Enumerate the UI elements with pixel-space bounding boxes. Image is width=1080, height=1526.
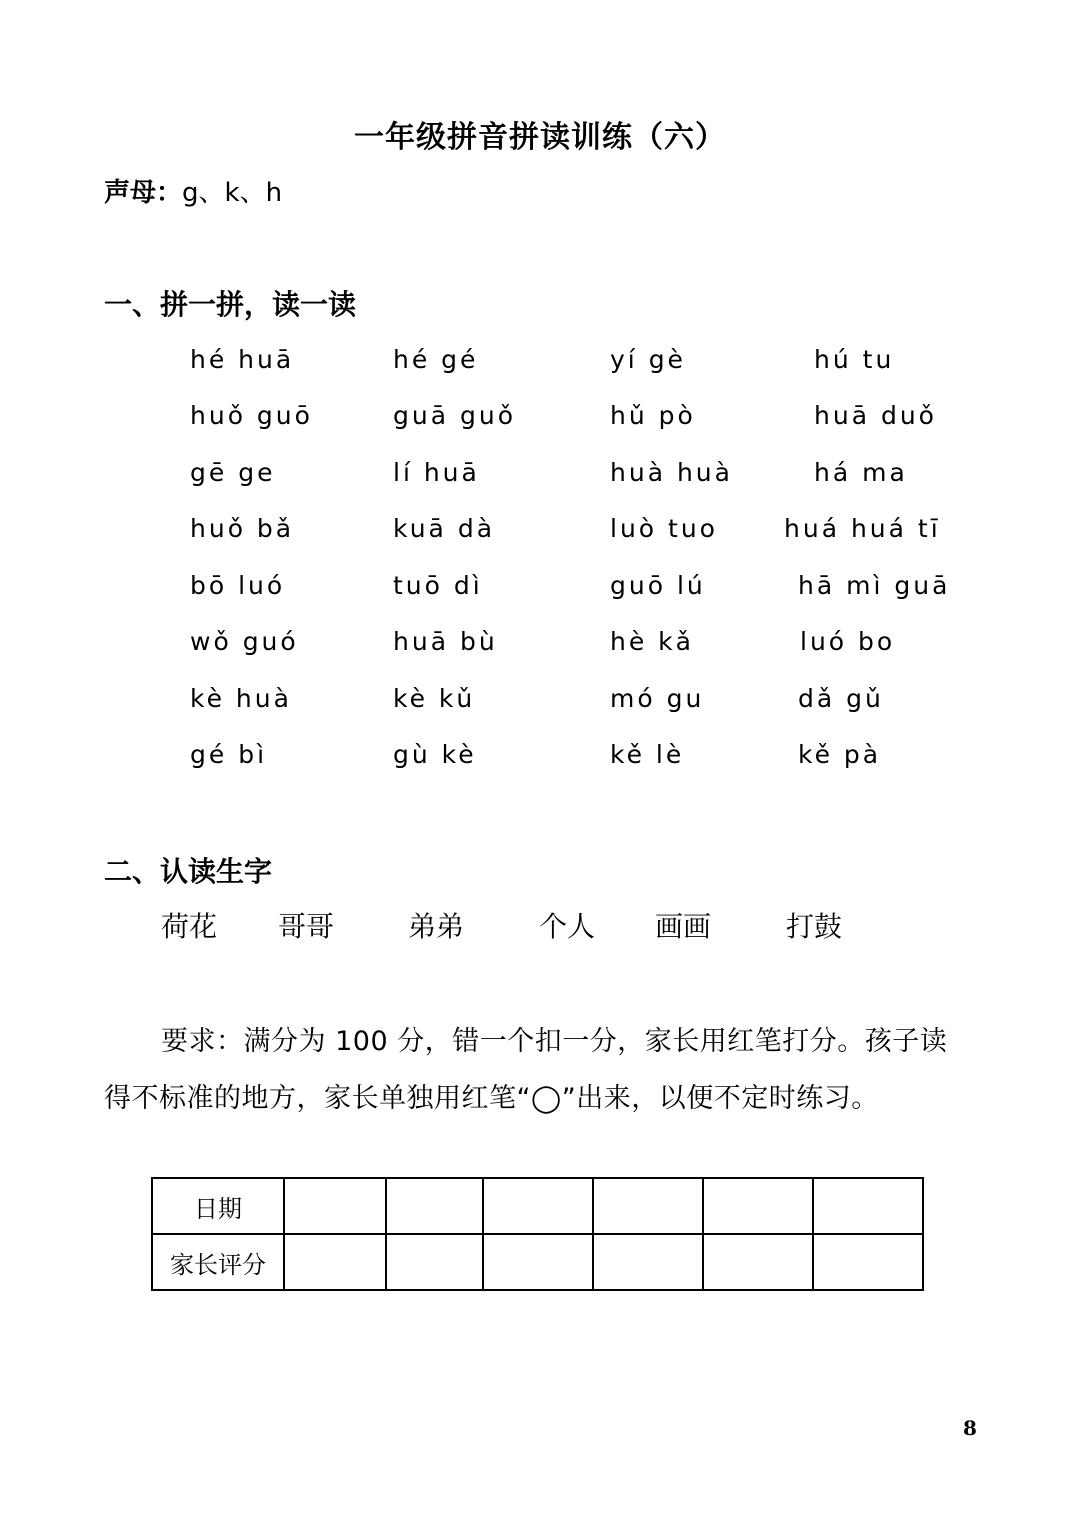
date-cell[interactable] (284, 1178, 386, 1234)
pinyin-word: kě lè (610, 740, 685, 769)
pinyin-word: hè kǎ (610, 627, 694, 656)
pinyin-word: tuō dì (393, 571, 483, 600)
initials-label: 声母： (104, 178, 183, 208)
requirement-line-1: 要求：满分为 100 分，错一个扣一分，家长用红笔打分。孩子读 (161, 1026, 948, 1057)
pinyin-word: guā guǒ (393, 401, 516, 430)
pinyin-word: kuā dà (393, 514, 496, 543)
pinyin-word: luó bo (800, 627, 896, 656)
section1-heading: 一、拼一拼，读一读 (104, 288, 357, 321)
date-cell[interactable] (703, 1178, 813, 1234)
page-number: 8 (963, 1416, 977, 1440)
pinyin-word: luò tuo (610, 514, 718, 543)
pinyin-word: huá huá tī (784, 514, 941, 543)
character-word: 弟弟 (408, 910, 465, 943)
pinyin-word: huā duǒ (814, 401, 937, 430)
pinyin-word: há ma (814, 458, 908, 487)
date-cell[interactable] (386, 1178, 483, 1234)
score-cell[interactable] (703, 1234, 813, 1290)
pinyin-word: huā bù (393, 627, 498, 656)
pinyin-word: hǔ pò (610, 401, 696, 430)
initials-line (104, 172, 282, 209)
pinyin-word: gē ge (190, 458, 276, 487)
score-row (152, 1234, 923, 1290)
character-word: 个人 (539, 910, 596, 943)
page-title: 一年级拼音拼读训练（六） (354, 120, 726, 155)
pinyin-word: gé bì (190, 740, 268, 769)
pinyin-word: yí gè (610, 345, 686, 374)
score-cell[interactable] (593, 1234, 703, 1290)
pinyin-word: gù kè (393, 740, 477, 769)
character-word: 哥哥 (278, 910, 335, 943)
score-cell[interactable] (284, 1234, 386, 1290)
initials-value: g、k、h (182, 178, 283, 208)
character-word: 打鼓 (786, 910, 843, 943)
score-cell[interactable] (483, 1234, 593, 1290)
pinyin-word: wǒ guó (190, 627, 299, 656)
pinyin-word: lí huā (393, 458, 480, 487)
pinyin-word: huǒ guō (190, 401, 313, 430)
score-table (151, 1177, 924, 1291)
pinyin-word: kě pà (798, 740, 882, 769)
parent-score-label: 家长评分 (152, 1234, 284, 1290)
score-cell[interactable] (813, 1234, 923, 1290)
date-cell[interactable] (483, 1178, 593, 1234)
date-label: 日期 (152, 1178, 284, 1234)
date-cell[interactable] (593, 1178, 703, 1234)
pinyin-word: hé gé (393, 345, 479, 374)
date-row (152, 1178, 923, 1234)
pinyin-word: kè huà (190, 684, 292, 713)
pinyin-word: dǎ gǔ (798, 684, 884, 713)
pinyin-word: kè kǔ (393, 684, 476, 713)
pinyin-word: guō lú (610, 571, 706, 600)
pinyin-word: hā mì guā (798, 571, 951, 600)
pinyin-word: mó gu (610, 684, 705, 713)
pinyin-word: huà huà (610, 458, 733, 487)
pinyin-word: huǒ bǎ (190, 514, 295, 543)
section2-heading: 二、认读生字 (104, 855, 273, 888)
score-cell[interactable] (386, 1234, 483, 1290)
pinyin-word: bō luó (190, 571, 286, 600)
date-cell[interactable] (813, 1178, 923, 1234)
character-word: 画画 (655, 910, 712, 943)
requirement-line-2: 得不标准的地方，家长单独用红笔“◯”出来，以便不定时练习。 (104, 1083, 879, 1114)
pinyin-word: hú tu (814, 345, 895, 374)
character-word: 荷花 (161, 910, 218, 943)
pinyin-word: hé huā (190, 345, 295, 374)
